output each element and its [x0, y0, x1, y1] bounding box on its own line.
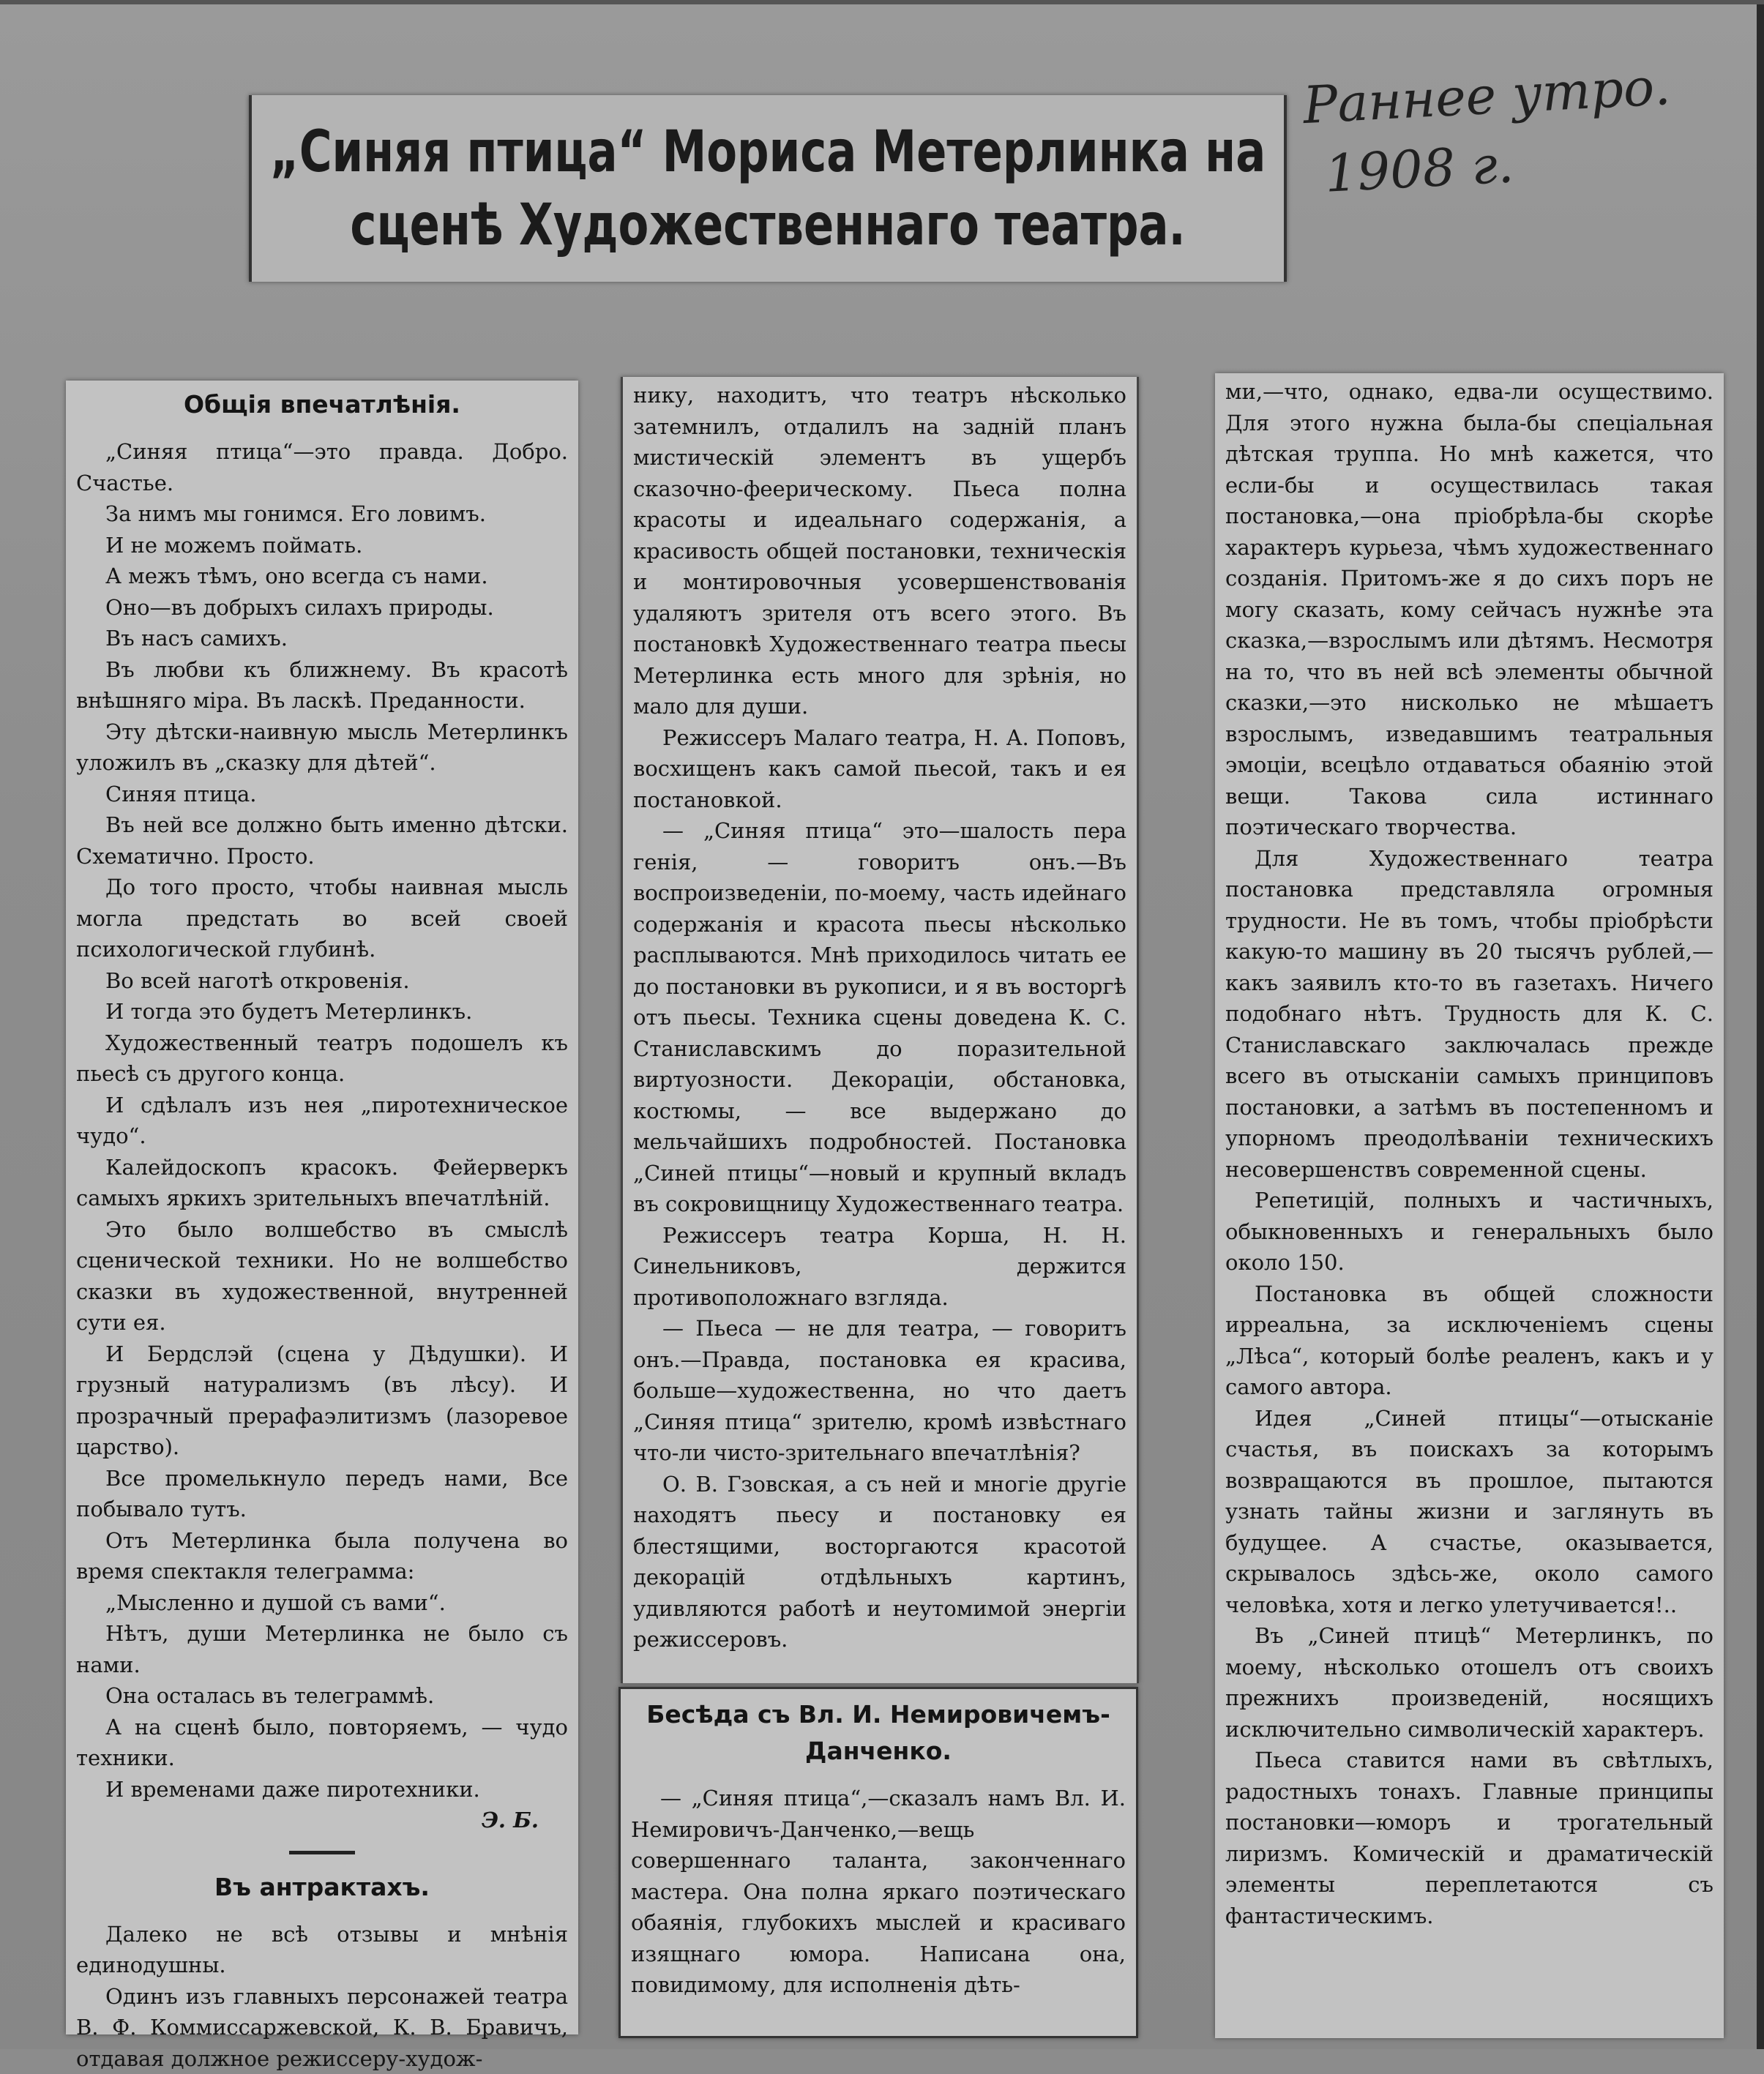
headline-line-2: сценѣ Художественнаго театра.: [270, 189, 1266, 262]
paragraph: Постановка въ общей сложности ирреальна, за исключеніемъ сцены „Лѣса“, который болѣе реаленъ, какъ и у самого автора.: [1225, 1279, 1713, 1403]
section-heading-interview: Бесѣда съ Вл. И. Немировичемъ-Данченко.: [631, 1696, 1126, 1770]
paragraph: И Бердслэй (сцена у Дѣдушки). И грузный натурализмъ (въ лѣсу). И прозрачный прерафаэлитизмъ (лазоревое царство).: [76, 1339, 568, 1463]
paragraph: Пьеса ставится нами въ свѣтлыхъ, радостныхъ тонахъ. Главные принципы постановки—юморъ и трогательный лиризмъ. Комическій и драматическій элементы переплетаются съ фантастическимъ.: [1225, 1745, 1713, 1931]
paragraph: За нимъ мы гонимся. Его ловимъ.: [76, 498, 568, 530]
page-edge-top: [0, 0, 1764, 4]
headline-box: [249, 95, 1287, 282]
paragraph: Для Художественнаго театра постановка представляла огромныя трудности. Не въ томъ, чтобы пріобрѣсти какую-то машину въ 20 тысячъ рублей,—какъ заявилъ кто-то въ газетахъ. Ничего подобнаго нѣтъ. Трудность для К. С. Станиславскаго заключалась прежде всего въ отысканіи самыхъ принциповъ постановки, а затѣмъ въ постепенномъ и упорномъ преодолѣваніи техническихъ несовершенствъ современной сцены.: [1225, 843, 1713, 1186]
paragraph: И сдѣлалъ изъ нея „пиротехническое чудо“.: [76, 1090, 568, 1152]
paragraph: Идея „Синей птицы“—отысканіе счастья, въ поискахъ за которымъ возвращаются въ прошлое, пытаются узнать тайны жизни и заглянуть въ будущее. А счастье, оказывается, скрывалось здѣсь-же, около самого человѣка, хотя и легко улетучивается!..: [1225, 1403, 1713, 1621]
column-2: [621, 377, 1139, 1683]
paragraph: Синяя птица.: [76, 779, 568, 810]
paragraph: Далеко не всѣ отзывы и мнѣнія единодушны.: [76, 1919, 568, 1981]
paragraph: А межъ тѣмъ, оно всегда съ нами.: [76, 561, 568, 592]
paragraph: А на сценѣ было, повторяемъ, — чудо техники.: [76, 1712, 568, 1774]
paragraph: Калейдоскопъ красокъ. Фейерверкъ самыхъ яркихъ зрительныхъ впечатлѣній.: [76, 1152, 568, 1214]
column-1-body: [76, 436, 568, 1805]
headline-line-1: „Синяя птица“ Мориса Метерлинка на: [270, 116, 1266, 189]
section-heading-intermission: Въ антрактахъ.: [76, 1869, 568, 1906]
paragraph: Въ любви къ ближнему. Въ красотѣ внѣшняго міра. Въ ласкѣ. Преданности.: [76, 654, 568, 716]
paragraph: Во всей наготѣ откровенія.: [76, 965, 568, 997]
paragraph: — „Синяя птица“,—сказалъ намъ Вл. И. Немировичъ-Данченко,—вещь совершеннаго таланта, законченнаго мастера. Она полна яркаго поэтическаго обаянія, глубокихъ мыслей и красиваго изящнаго юмора. Написана она, повидимому, для исполненія дѣть-: [631, 1783, 1126, 2001]
paragraph: „Синяя птица“—это правда. Добро. Счастье.: [76, 436, 568, 498]
paragraph: Оно—въ добрыхъ силахъ природы.: [76, 592, 568, 624]
paragraph: Въ насъ самихъ.: [76, 623, 568, 654]
section-heading-impressions: Общія впечатлѣнія.: [76, 386, 568, 423]
paragraph: Режиссеръ театра Корша, Н. Н. Синельниковъ, держится противоположнаго взгляда.: [633, 1220, 1126, 1314]
column-3-body: [1225, 376, 1713, 1931]
paragraph: Она осталась въ телеграммѣ.: [76, 1680, 568, 1712]
paragraph: Все промелькнуло передъ нами, Все побывало тутъ.: [76, 1463, 568, 1525]
paragraph: Отъ Метерлинка была получена во время спектакля телеграмма:: [76, 1525, 568, 1587]
interview-box: [618, 1687, 1138, 2038]
paragraph: Репетицій, полныхъ и частичныхъ, обыкновенныхъ и генеральныхъ было около 150.: [1225, 1185, 1713, 1279]
paragraph: До того просто, чтобы наивная мысль могла предстать во всей своей психологической глубинѣ.: [76, 872, 568, 965]
paragraph: ми,—что, однако, едва-ли осуществимо. Для этого нужна была-бы спеціальная дѣтская труппа. Но мнѣ кажется, что если-бы и осуществилась такая постановка,—она пріобрѣла-бы скорѣе характеръ курьеза, чѣмъ художественнаго созданія. Притомъ-же я до сихъ поръ не могу сказать, кому сейчасъ нужнѣе эта сказка,—взрослымъ или дѣтямъ. Несмотря на то, что въ ней всѣ элементы обычной сказки,—это нисколько не мѣшаетъ взрослымъ, изведавшимъ театральныя эмоціи, всецѣло отдаваться обаянію этой вещи. Такова сила истиннаго поэтическаго творчества.: [1225, 376, 1713, 843]
paragraph: „Мысленно и душой съ вами“.: [76, 1587, 568, 1619]
paragraph: Эту дѣтски-наивную мысль Метерлинкъ уложилъ въ „сказку для дѣтей“.: [76, 716, 568, 779]
handwritten-note-source: Раннее утро.: [1301, 56, 1672, 135]
paragraph: Въ „Синей птицѣ“ Метерлинкъ, по моему, нѣсколько отошелъ отъ своихъ прежнихъ произведеній, носящихъ исключительно символическій характеръ.: [1225, 1620, 1713, 1745]
column-1-body-2: [76, 1919, 568, 2074]
interview-body: [631, 1783, 1126, 2001]
paragraph: Въ ней все должно быть именно дѣтски. Схематично. Просто.: [76, 809, 568, 872]
paragraph: И временами даже пиротехники.: [76, 1774, 568, 1805]
column-3: [1215, 373, 1724, 2038]
column-1: [66, 381, 578, 2034]
paragraph: Одинъ изъ главныхъ персонажей театра В. Ф. Коммиссаржевской, К. В. Бравичъ, отдавая должное режиссеру-худож-: [76, 1981, 568, 2074]
paragraph: Художественный театръ подошелъ къ пьесѣ съ другого конца.: [76, 1027, 568, 1090]
page-edge-right: [1757, 0, 1764, 2049]
paragraph: — „Синяя птица“ это—шалость пера генія, — говоритъ онъ.—Въ воспроизведеніи, по-моему, часть идейнаго содержанія и красота пьесы нѣсколько расплываются. Мнѣ приходилось читать ее до постановки въ рукописи, и я въ восторгѣ отъ пьесы. Техника сцены доведена К. С. Станиславскимъ до поразительной виртуозности. Декораціи, обстановка, костюмы, — все выдержано до мельчайшихъ подробностей. Постановка „Синей птицы“—новый и крупный вкладъ въ сокровищницу Художественнаго театра.: [633, 815, 1126, 1220]
column-2-body: [633, 380, 1126, 1655]
paragraph: нику, находитъ, что театръ нѣсколько затемнилъ, отдалилъ на задній планъ мистическій элементъ въ ущербъ сказочно-феерическому. Пьеса полна красоты и идеальнаго содержанія, а красивость общей постановки, техническія и монтировочныя усовершенствованія удаляютъ зрителя отъ всего этого. Въ постановкѣ Художественнаго театра пьесы Метерлинка есть много для зрѣнія, но мало для души.: [633, 380, 1126, 722]
paragraph: — Пьеса — не для театра, — говоритъ онъ.—Правда, постановка ея красива, больше—художественна, но что даетъ „Синяя птица“ зрителю, кромѣ извѣстнаго что-ли чисто-зрительнаго впечатлѣнія?: [633, 1313, 1126, 1469]
paragraph: О. В. Гзовская, а съ ней и многіе другіе находятъ пьесу и постановку ея блестящими, восторгаются красотой декорацій отдѣльныхъ картинъ, удивляются работѣ и неутомимой энергіи режиссеровъ.: [633, 1469, 1126, 1655]
paragraph: Нѣтъ, души Метерлинка не было съ нами.: [76, 1618, 568, 1680]
headline: [270, 116, 1266, 262]
handwritten-note-year: 1908 г.: [1323, 134, 1515, 203]
paragraph: И тогда это будетъ Метерлинкъ.: [76, 996, 568, 1027]
paragraph: И не можемъ поймать.: [76, 530, 568, 561]
author-signature: Э. Б.: [76, 1805, 568, 1836]
paragraph: Режиссеръ Малаго театра, Н. А. Поповъ, восхищенъ какъ самой пьесой, такъ и ея постановкой.: [633, 722, 1126, 816]
section-divider: [289, 1851, 355, 1854]
paragraph: Это было волшебство въ смыслѣ сценической техники. Но не волшебство сказки въ художественной, внутренней сути ея.: [76, 1214, 568, 1339]
